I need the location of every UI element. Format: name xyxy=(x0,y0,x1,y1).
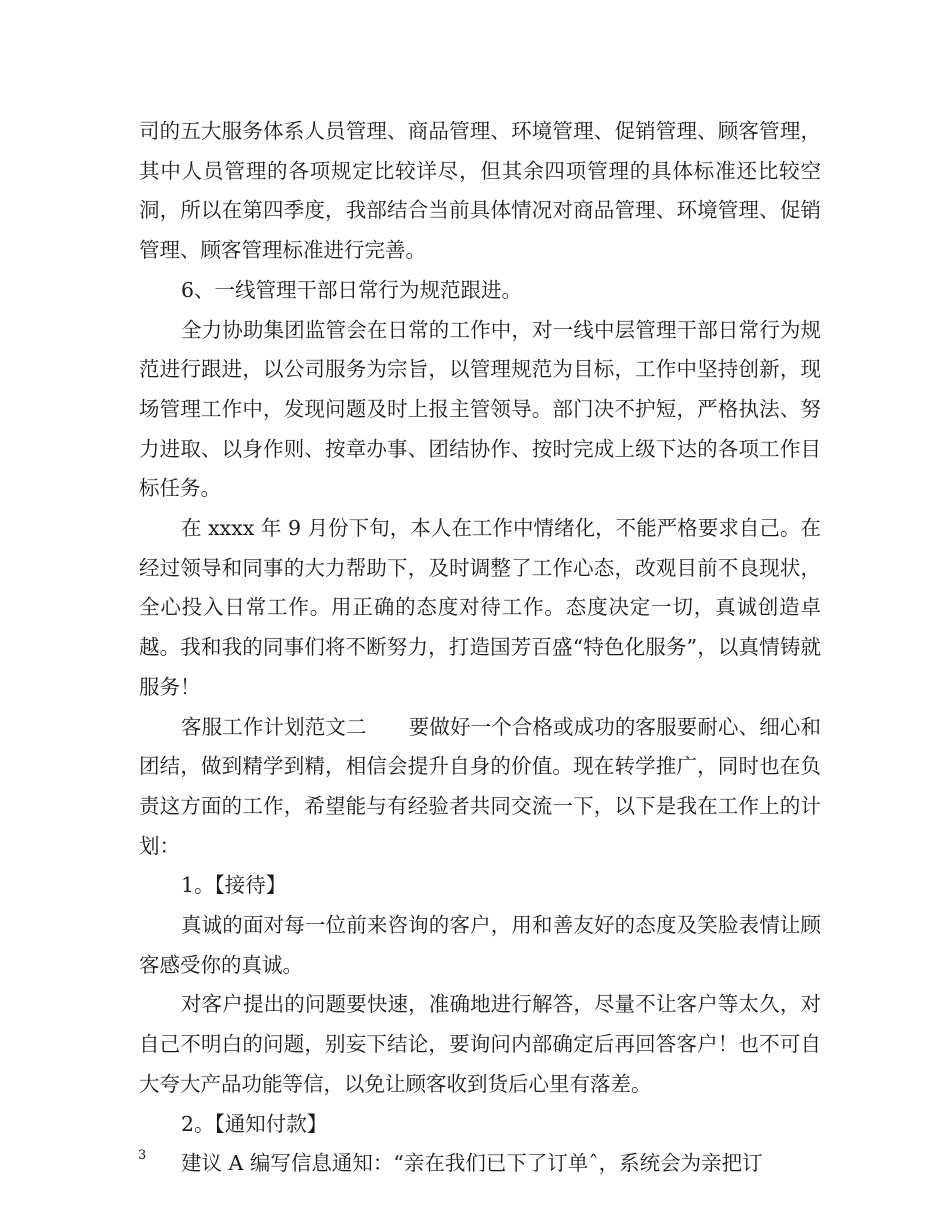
paragraph-sincerity: 真诚的面对每一位前来咨询的客户，用和善友好的态度及笑脸表情让顾客感受你的真诚。 xyxy=(139,913,821,977)
paragraph-supervision: 全力协助集团监管会在日常的工作中，对一线中层管理干部日常行为规范进行跟进，以公司服务为宗旨，以管理规范为目标，工作中坚持创新，现场管理工作中，发现问题及时上报主管领导。部门决不护短，严格执法、努力进取、以身作则、按章办事、团结协作、按时完成上级下达的各项工作目标任务。 xyxy=(139,317,821,501)
heading-item-6: 6、一线管理干部日常行为规范跟进。 xyxy=(181,277,523,302)
page-number: 3 xyxy=(138,1148,147,1163)
heading-reception: 1。【接待】 xyxy=(181,873,287,898)
document-body xyxy=(139,112,821,1184)
paragraph-sample-two xyxy=(139,708,821,867)
section-intro: 要做好一个合格或成功的客服要耐心、细心和团结，做到精学到精，相信会提升自身的价值。现在转学推广，同时也在负责这方面的工作，希望能与有经验者共同交流一下，以下是我在工作上的计划： xyxy=(139,714,822,858)
section-title: 客服工作计划范文二 xyxy=(181,714,367,739)
paragraph-service-systems: 司的五大服务体系人员管理、商品管理、环境管理、促销管理、顾客管理，其中人员管理的各项规定比较详尽，但其余四项管理的具体标准还比较空洞，所以在第四季度，我部结合当前具体情况对商品管理、环境管理、促销管理、顾客管理标准进行完善。 xyxy=(139,119,821,263)
paragraph-notice-suggestion: 建议 A 编写信息通知：“亲在我们已下了订单ˆ，系统会为亲把订 xyxy=(181,1151,763,1176)
paragraph-self-review: 在 xxxx 年 9 月份下旬，本人在工作中情绪化，不能严格要求自己。在经过领导和同事的大力帮助下，及时调整了工作心态，改观目前不良现状，全心投入日常工作。用正确的态度对待工作。态度决定一切，真诚创造卓越。我和我的同事们将不断努力，打造国芳百盛“特色化服务”，以真情铸就服务！ xyxy=(139,516,821,699)
heading-payment-notice: 2。【通知付款】 xyxy=(181,1111,328,1136)
paragraph-answer-questions: 对客户提出的问题要快速，准确地进行解答，尽量不让客户等太久，对自己不明白的问题，别妄下结论，要询问内部确定后再回答客户！也不可自大夸大产品功能等信，以免让顾客收到货后心里有落差。 xyxy=(139,992,821,1096)
